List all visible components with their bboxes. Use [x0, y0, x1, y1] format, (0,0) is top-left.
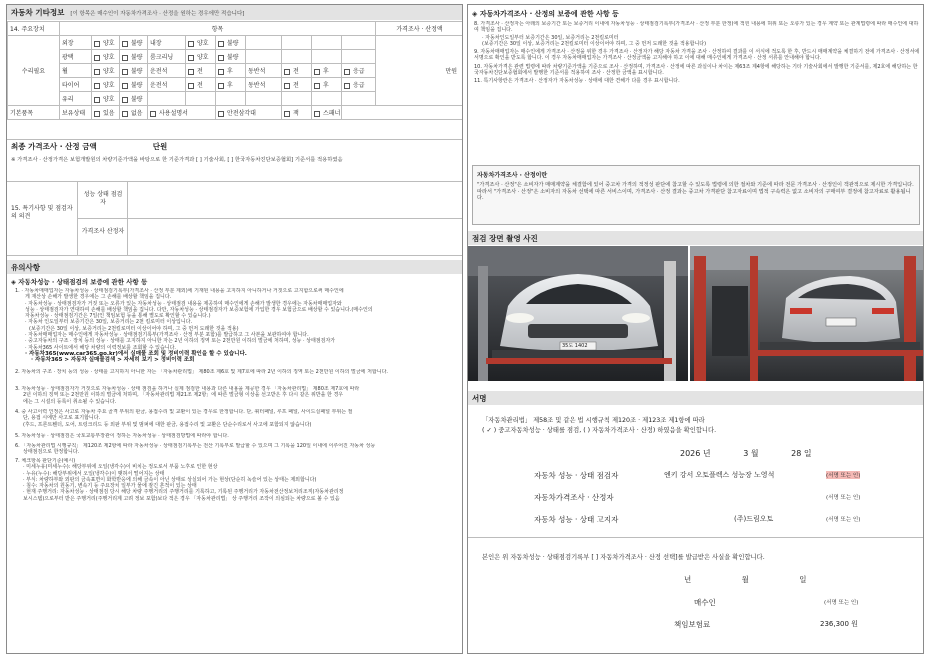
price-guarantee-items: 8. 가격조사 · 산정자는 아래의 보증기간 또는 보증거리 이내에 자동차성능 · 상태점검기록부(가격조사 · 산정 부분 한정)에 적힌 내용에 허위 또는 오류가 있는 경우 계약 또는 관계법령에 따라 매수인에 대하여 책임을 집니다. · 자동차인도일부터 보증기간은 30일, 보증거리는 2천킬로미터 (보증기간은 30일 이상, 보증거리는 2천킬로미터 이상이어야 하며, 그 중 먼저 도래한 것을 적용합니다) 9. 자동차매매업자는 매수인에게 가격조사 · 산정을 위한 경우 가격조사 · 산정자가 해당 자동차 가격을 조사 · 산정하여 결과를 이 서식에 적도록 한 후, 반드시 매매계약을 체결하기 전에 가격조사 · 산정서에 서명으로 확인을 받도록 합니다. 이 경우 자동차매매업자는 가격조사 · 산정금액을 고지해야 하고 이에 대해 매수인에게 가격조사 · 산정 서류를 안내해야 합니다. 10. 자동차가격은 관련 법령에 따라 차량기준가액을 기준으로 조사 · 산정하며, 가격조사 · 산정에 따른 과실이나 차이는 제63조 제4항에 해당하는 기타 기술사회에서 발행한 기준서를, 제2호에 해당하는 한국자동차진단보증협회에서 발행한 기준서를 적용하여 조사 · 산정한 금액을 표시합니다. 11. 특기사항란은 가격조사 · 산정자가 자동차성능 · 상태에 대한 견해가 다를 경우 표시합니다.	[474, 21, 920, 85]
item-column-header: 항목	[60, 22, 376, 36]
photo-section-header: 점검 장면 촬영 사진	[468, 231, 923, 245]
final-price-title: 최종 가격조사 · 산정 금액	[11, 142, 97, 151]
receipt-confirm-line: 본인은 위 자동차성능 · 상태점검기록부 [ ] 자동차가격조사 · 산정 선택]를 발급받은 사실을 확인합니다.	[482, 554, 765, 561]
checkbox[interactable]	[122, 41, 128, 47]
row-interior-bad[interactable]: 불량	[216, 36, 246, 50]
opinion-appraiser-field[interactable]	[129, 220, 460, 254]
row-wheel-bad[interactable]: 불량	[120, 64, 148, 78]
notes-header: 유의사항	[7, 260, 462, 274]
row-glass-name: 유리	[60, 92, 92, 106]
row-exterior-name: 외장	[60, 36, 92, 50]
receipt-day-unit: 일	[799, 575, 807, 584]
notes-paragraph-5: 5. 자동차성능 · 상태점검은 국토교통부장관이 정하는 자동차성능 · 상태점검방법에 따라야 합니다.	[15, 433, 229, 439]
appraisal-info-box	[472, 165, 920, 225]
checkbox[interactable]	[122, 69, 128, 75]
liability-insurance-value: 236,300 원	[820, 620, 858, 628]
row-wheel-driver-rear[interactable]: 후	[216, 64, 246, 78]
appraisal-info-text: "가격조사 · 산정"은 소비자가 매매계약을 체결함에 있어 중고차 가격의 적정성 판단에 참고할 수 있도록 법령에 의한 절차와 기준에 따라 전문 가격조사 · 산정인이 객관적으로 제시한 가격입니다. 따라서 "가격조사 · 산정"은 소비자의 자동차 선택에 따른 서비스이며, 가격조사 · 산정 결과는 중고차 가격판단 참고자료이며 법적 구속력은 없고 소비자의 구매여부 결정에 참고자료로 활용됩니다.	[477, 182, 914, 202]
row-wheel-emergency[interactable]: 응급	[342, 64, 376, 78]
row-roomclean-bad[interactable]: 불량	[216, 50, 246, 64]
checkbox[interactable]	[122, 55, 128, 61]
checkbox[interactable]	[94, 83, 100, 89]
license-plate-text: 35도 1402	[562, 343, 588, 349]
buyer-label: 매수인	[694, 598, 716, 607]
signer-appraiser-stamp: (서명 또는 인)	[826, 495, 861, 501]
equipment-table	[7, 21, 463, 120]
basic-triangle[interactable]: 안전삼각대	[216, 106, 282, 120]
signature-law-line: 「자동차관리법」 제58조 및 같은 법 시행규칙 제120조 · 제123조 제1항에 따라	[482, 417, 705, 424]
row-interior-name: 내장	[148, 36, 186, 50]
basic-spanner[interactable]: 스패너	[312, 106, 342, 120]
checkbox[interactable]	[284, 111, 290, 117]
row-tire-passenger-front[interactable]: 전	[282, 78, 312, 92]
price-column-header: 가격조사 · 산정액	[376, 22, 463, 36]
checkbox[interactable]	[284, 69, 290, 75]
row-exterior-bad[interactable]: 불량	[120, 36, 148, 50]
notes-paragraph-4: 4. 중 사고이력 인정은 사고로 자동차 주요 골격 부위의 판금, 용접수리 및 교환이 있는 경우로 한정합니다. 단, 쿼터패널, 루프 패널, 사이드실패널 부위는 절 단, 용접 시에만 사고로 표기합니다. (후드, 프론트휀더, 도어, 트렁크리드 등 외판 부위 및 범퍼에 대한 판금, 용접수리 및 교환은 단순수리로서 사고에 포함되지 않습니다)	[15, 409, 353, 428]
checkbox[interactable]	[218, 69, 224, 75]
row-gloss-bad[interactable]: 불량	[120, 50, 148, 64]
row-wheel-passenger-front[interactable]: 전	[282, 64, 312, 78]
car-rear-on-lift-image	[690, 246, 924, 381]
checkbox[interactable]	[314, 69, 320, 75]
sign-month: 3	[743, 449, 749, 458]
checkbox[interactable]	[94, 111, 100, 117]
checkbox[interactable]	[188, 41, 194, 47]
row-interior-good[interactable]: 양호	[186, 36, 216, 50]
basic-none[interactable]: 없음	[120, 106, 148, 120]
equipment-section-header	[7, 5, 462, 20]
equipment-section-note: [이 항목은 매수인이 자동차가격조사 · 산정을 원하는 경우에만 적습니다]	[70, 10, 245, 17]
checkbox[interactable]	[94, 97, 100, 103]
checkbox[interactable]	[218, 83, 224, 89]
row-roomclean-name: 룸크리닝	[148, 50, 186, 64]
row-tire-driver: 운전석	[148, 78, 186, 92]
row-wheel-driver-front[interactable]: 전	[186, 64, 216, 78]
signer-notifier-label: 자동차 성능 · 상태 고지자	[534, 515, 619, 524]
row-tire-passenger: 동반석	[246, 78, 282, 92]
sign-month-unit: 월	[750, 449, 759, 458]
signer-notifier-stamp: (서명 또는 인)	[826, 517, 861, 523]
notes-paragraph-6: 6. 「자동차관리법 시행규칙」 제120조 제2항에 따라 자동차성능 · 상태점검기록부는 전산 기록부로 발급할 수 있으며 그 기록을 120일 이내에 이루어진 자동차 성능 상태점검으로 한정합니다.	[15, 443, 376, 456]
final-price-header	[7, 139, 462, 153]
signature-confirm-line: ( ✓ ) 중고자동차성능 · 상태를 점검, ( ) 자동차가격조사 · 산정) 하였음을 확인합니다.	[482, 427, 717, 434]
row-wheel-passenger-rear[interactable]: 후	[312, 64, 342, 78]
notes-subheader: ◈ 자동차성능 · 상태점검의 보증에 관한 사항 등	[11, 278, 148, 286]
notes-paragraph-3: 3. 자동차성능 · 상태점검자가 거짓으로 자동차성능 · 상태 점검을 하거나 실제 점검한 내용과 다른 내용을 제공한 경우 「자동차관리법」 제80조 제7호에 따라 2년 이하의 징역 또는 2천만원 이하의 벌금에 처하며, 「자동차관리법 제21조 제2항」에 따른 벌금형 이상을 선고받은 후 다시 같은 위반을 한 경우 에는 그 시설의 등록이 취소될 수 있습니다.	[15, 386, 360, 405]
equipment-section-title: 자동차 기타정보	[11, 8, 65, 17]
basic-items-label: 기본품목	[8, 106, 60, 120]
checkbox[interactable]	[314, 111, 320, 117]
row-wheel-driver: 운전석	[148, 64, 186, 78]
row-gloss-good[interactable]: 양호	[92, 50, 120, 64]
row-tire-driver-rear[interactable]: 후	[216, 78, 246, 92]
price-unit: 만원	[376, 36, 463, 106]
appraisal-info-title: 자동차가격조사 · 산정이란	[477, 172, 548, 179]
checkbox[interactable]	[344, 69, 350, 75]
basic-jack[interactable]: 잭	[282, 106, 312, 120]
opinion-appraiser-label: 가격조사 산정자	[81, 228, 125, 235]
checkbox[interactable]	[344, 83, 350, 89]
checkbox[interactable]	[218, 111, 224, 117]
signer-appraiser-label: 자동차가격조사 · 산정자	[534, 493, 614, 502]
final-price-unit: 단원	[152, 142, 168, 151]
row-tire-emergency[interactable]: 응급	[342, 78, 376, 92]
signer-notifier-name: (주)드림오토	[734, 515, 774, 523]
sign-year: 2026	[680, 449, 701, 458]
final-price-note: ※ 가격조사 · 산정가격은 보험개발원의 차량기준가액을 바탕으로 한 기준가격과 [ ] 기술사회, [ ] 한국자동차진단보증협회] 기준서를 적용하였음	[11, 157, 343, 163]
left-page	[6, 4, 463, 654]
opinion-inspector-field[interactable]	[129, 183, 460, 217]
checkbox[interactable]	[94, 69, 100, 75]
car-front-on-lift-image	[468, 246, 688, 381]
checkbox[interactable]	[94, 41, 100, 47]
signer-inspector-name: 엔키 강서 오토플렉스 성능장 노영석	[664, 471, 775, 479]
buyer-stamp: (서명 또는 인)	[824, 600, 859, 606]
notes-paragraph-7: 7. 체크항목 판단기준(예시) · 미세누유(미세누수): 해당부위에 오일(냉각수)이 비치는 정도로서 부품 노후로 인한 현상 · 누유(누수): 해당부위에서 오일(냉각수)이 맺혀서 떨어지는 상태 · 부식: 차량하부와 외판의 금속표면이 화학반응에 의해 금속이 아닌 상태로 상실되어 가는 현상(단순히 녹슬어 있는 상태는 제외합니다) · 침수: 자동차의 원동기, 변속기 등 주요장치 일부가 물에 잠긴 흔적이 있는 상태 · 현재 주행거리: 자동차성능 · 상태점검 당시 해당 차량 주행거리의 주행거리를 기록하고, 기록된 주행거리가 자동차전산정보처리조직(자동차관리정 보시스템)으로부터 받은 주행거리(주행거리계 고려 정보 포함)보다 적은 경우 「자동차관리법」 상 주행거리 조작이 의심되는 차량으로 볼 수 있음	[15, 458, 344, 502]
checkbox[interactable]	[218, 41, 224, 47]
row-tire-bad[interactable]: 불량	[120, 78, 148, 92]
checkbox[interactable]	[150, 111, 156, 117]
sign-day: 28	[791, 449, 802, 458]
row-tire-passenger-rear[interactable]: 후	[312, 78, 342, 92]
signer-inspector-stamp: (서명 또는 인)	[826, 473, 861, 479]
checkbox[interactable]	[122, 111, 128, 117]
checkbox[interactable]	[94, 55, 100, 61]
checkbox[interactable]	[218, 55, 224, 61]
inspection-photo-rear	[690, 246, 924, 381]
notes-paragraph-1: 1. · 자동차매매업자는 자동차성능 · 상태점검기록부(가격조사 · 산정 부분 제외)에 기재된 내용을 고지하지 아니하거나 거짓으로 고지함으로써 매수인에 게 재산상 손해가 발생한 경우에는 그 손해를 배상할 책임을 집니다. · 자동차성능 · 상태점검자가 거짓 또는 오류가 있는 자동차성능 · 상태점검 내용을 제공하여 매수인에게 손해가 발생한 경우에는 자동차매매업자와 성능 · 상태점검자가 연대하여 손해를 배상할 책임을 집니다. 다만, 자동차성능 · 상태점검자가 보증보험에 가입한 경우 보험금으로 배상할 수 있습니다.(매수인의 자동차성능 · 상태점검기간은 7일(인 책임보험 등을 통해 별도로 확인할 수 있습니다.) · 자동차 인도일부터 보증기간은 30일, 보증거리는 2천 킬로미터 이상입니다. (보증기간은 30일 이상, 보증거리는 2천킬로미터 이상이어야 하며, 그 중 먼저 도래한 것을 적용) · 자동차매매업자는 매수인에게 자동차성능 · 상태점검기록부(가격조사 · 산정 부분 포함)를 발급하고 그 사본을 보관하여야 합니다. · 중고자동차의 구조 · 장치 등의 성능 · 상태를 고지하지 아니한 자는 2년 이하의 징역 또는 2천만원 이하의 벌금에 처하며, 성능 · 상태점검자가 · 자동차365 사이트에서 해당 차량의 이력정보를 조회할 수 있습니다. · 자동차365(www.car365.go.kr)에서 실매물 조회 및 정비이력 확인을 할 수 있습니다. · 자동차365 > 자동차 실매물검색 > 자세히 보기 > 정비이력 조회	[15, 288, 373, 364]
main-device-label: 14. 주요장치	[8, 22, 60, 36]
opinion-label: 15. 특기사항 및 점검자의 의견	[11, 205, 73, 220]
row-roomclean-good[interactable]: 양호	[186, 50, 216, 64]
checkbox[interactable]	[188, 83, 194, 89]
sign-date	[680, 448, 812, 459]
receipt-year-unit: 년	[684, 575, 692, 584]
checkbox[interactable]	[122, 97, 128, 103]
inspection-photo-front	[468, 246, 688, 381]
repair-needed-label: 수리필요	[8, 36, 60, 106]
row-glass-good[interactable]: 양호	[92, 92, 120, 106]
basic-manual[interactable]: 사용설명서	[148, 106, 216, 120]
receipt-month-unit: 월	[741, 575, 749, 584]
checkbox[interactable]	[122, 83, 128, 89]
checkbox[interactable]	[188, 69, 194, 75]
sign-day-unit: 일	[803, 449, 812, 458]
row-glass-bad[interactable]: 불량	[120, 92, 148, 106]
right-page	[467, 4, 924, 654]
price-guarantee-header: ◈ 자동차가격조사 · 산정의 보증에 관한 사항 등	[472, 10, 619, 18]
sign-year-unit: 년	[702, 449, 711, 458]
receipt-date	[684, 574, 807, 585]
signer-inspector-label: 자동차 성능 · 상태 점검자	[534, 471, 619, 480]
row-wheel-passenger: 동반석	[246, 64, 282, 78]
row-exterior-good[interactable]: 양호	[92, 36, 120, 50]
row-tire-driver-front[interactable]: 전	[186, 78, 216, 92]
row-gloss-name: 광택	[60, 50, 92, 64]
checkbox[interactable]	[188, 55, 194, 61]
basic-status-name: 보유상태	[60, 106, 92, 120]
opinion-inspector-label: 성능 상태 점검자	[83, 191, 123, 206]
basic-have[interactable]: 있음	[92, 106, 120, 120]
signature-section-header: 서명	[468, 391, 923, 405]
row-tire-name: 타이어	[60, 78, 92, 92]
row-tire-good[interactable]: 양호	[92, 78, 120, 92]
row-wheel-name: 휠	[60, 64, 92, 78]
row-wheel-good[interactable]: 양호	[92, 64, 120, 78]
checkbox[interactable]	[314, 83, 320, 89]
liability-insurance-label: 책임보험료	[674, 620, 711, 629]
checkbox[interactable]	[284, 83, 290, 89]
notes-paragraph-2: 2. 자동차의 구조 · 장치 등의 성능 · 상태를 고지하지 아니한 자는 「자동차관리법」 제80조 제6호 및 제7호에 따라 2년 이하의 징역 또는 2천만원 이하의 벌금에 처합니다.	[15, 369, 388, 375]
